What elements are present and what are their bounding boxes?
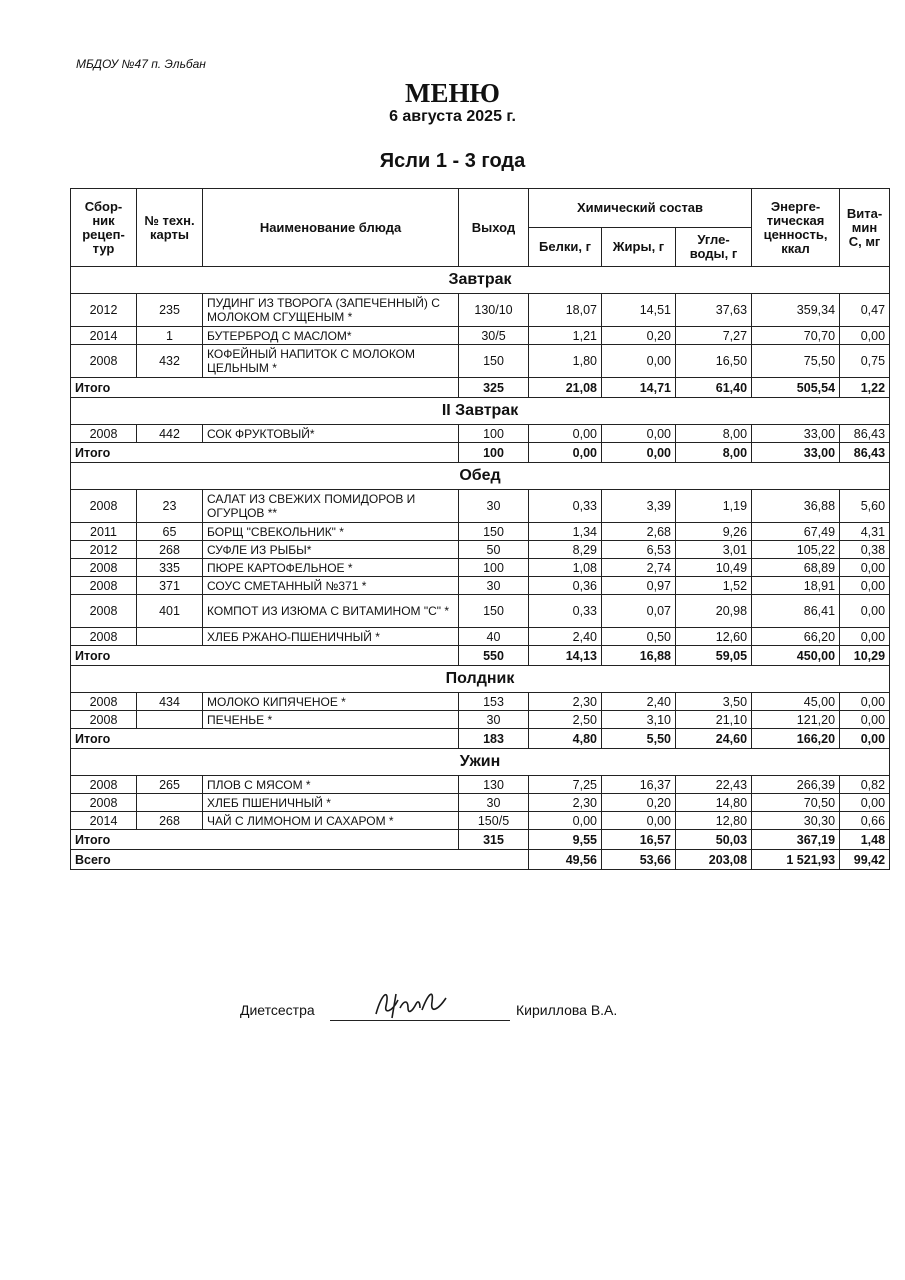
dish-name-cell: ПЕЧЕНЬЕ * (203, 711, 459, 729)
section-total-row (71, 646, 890, 666)
energy-cell: 36,88 (752, 490, 840, 523)
vitc-cell: 0,00 (840, 559, 890, 577)
total-vitc: 0,00 (840, 729, 890, 749)
yield-cell: 30 (459, 711, 529, 729)
fat-cell: 0,00 (602, 425, 676, 443)
vitc-cell: 5,60 (840, 490, 890, 523)
yield-cell: 30 (459, 577, 529, 595)
fat-cell: 0,00 (602, 345, 676, 378)
energy-cell: 33,00 (752, 425, 840, 443)
energy-cell: 18,91 (752, 577, 840, 595)
fat-cell: 3,10 (602, 711, 676, 729)
total-energy: 166,20 (752, 729, 840, 749)
carbs-cell: 16,50 (676, 345, 752, 378)
vitc-cell: 0,82 (840, 776, 890, 794)
section-heading-row (71, 463, 890, 490)
header-collection: Сбор-ник рецеп-тур (71, 189, 137, 267)
total-yield: 315 (459, 830, 529, 850)
total-fat: 16,88 (602, 646, 676, 666)
fat-cell: 0,50 (602, 628, 676, 646)
vitc-cell: 0,00 (840, 595, 890, 628)
card-cell (137, 794, 203, 812)
section-title: Ужин (71, 749, 890, 776)
protein-cell: 1,08 (529, 559, 602, 577)
protein-cell: 0,33 (529, 595, 602, 628)
dish-name-cell: СОК ФРУКТОВЫЙ* (203, 425, 459, 443)
energy-cell: 105,22 (752, 541, 840, 559)
energy-cell: 266,39 (752, 776, 840, 794)
yield-cell: 130 (459, 776, 529, 794)
signature-name: Кириллова В.А. (516, 1002, 618, 1018)
total-vitc: 10,29 (840, 646, 890, 666)
yield-cell: 150 (459, 523, 529, 541)
grand-total-vitc: 99,42 (840, 850, 890, 870)
dish-row (71, 711, 890, 729)
vitc-cell: 4,31 (840, 523, 890, 541)
total-carbs: 59,05 (676, 646, 752, 666)
fat-cell: 0,20 (602, 327, 676, 345)
card-cell: 434 (137, 693, 203, 711)
vitc-cell: 0,00 (840, 794, 890, 812)
dish-name-cell: МОЛОКО КИПЯЧЕНОЕ * (203, 693, 459, 711)
section-total-row (71, 830, 890, 850)
card-cell: 65 (137, 523, 203, 541)
carbs-cell: 3,01 (676, 541, 752, 559)
header-vitamin-c: Вита-мин С, мг (840, 189, 890, 267)
total-yield: 325 (459, 378, 529, 398)
handwritten-signature (372, 984, 450, 1024)
protein-cell: 1,34 (529, 523, 602, 541)
header-card: № техн. карты (137, 189, 203, 267)
section-title: Обед (71, 463, 890, 490)
fat-cell: 6,53 (602, 541, 676, 559)
dish-row (71, 345, 890, 378)
protein-cell: 2,30 (529, 794, 602, 812)
energy-cell: 45,00 (752, 693, 840, 711)
dish-row (71, 794, 890, 812)
header-energy: Энерге-тическая ценность, ккал (752, 189, 840, 267)
dish-name-cell: БУТЕРБРОД С МАСЛОМ* (203, 327, 459, 345)
protein-cell: 0,00 (529, 425, 602, 443)
collection-cell: 2008 (71, 425, 137, 443)
vitc-cell: 0,47 (840, 294, 890, 327)
card-cell: 335 (137, 559, 203, 577)
fat-cell: 0,20 (602, 794, 676, 812)
energy-cell: 67,49 (752, 523, 840, 541)
carbs-cell: 1,19 (676, 490, 752, 523)
energy-cell: 359,34 (752, 294, 840, 327)
carbs-cell: 7,27 (676, 327, 752, 345)
fat-cell: 16,37 (602, 776, 676, 794)
total-vitc: 86,43 (840, 443, 890, 463)
total-carbs: 8,00 (676, 443, 752, 463)
dish-row (71, 559, 890, 577)
protein-cell: 7,25 (529, 776, 602, 794)
carbs-cell: 9,26 (676, 523, 752, 541)
protein-cell: 0,00 (529, 812, 602, 830)
dish-name-cell: СОУС СМЕТАННЫЙ №371 * (203, 577, 459, 595)
total-label: Итого (71, 443, 459, 463)
protein-cell: 2,40 (529, 628, 602, 646)
carbs-cell: 14,80 (676, 794, 752, 812)
collection-cell: 2008 (71, 559, 137, 577)
card-cell: 442 (137, 425, 203, 443)
card-cell: 371 (137, 577, 203, 595)
fat-cell: 2,68 (602, 523, 676, 541)
age-group-heading: Ясли 1 - 3 года (379, 150, 526, 172)
total-energy: 505,54 (752, 378, 840, 398)
vitc-cell: 0,75 (840, 345, 890, 378)
header-chemical: Химический состав (529, 189, 752, 228)
carbs-cell: 12,80 (676, 812, 752, 830)
yield-cell: 100 (459, 425, 529, 443)
dish-name-cell: БОРЩ "СВЕКОЛЬНИК" * (203, 523, 459, 541)
total-carbs: 61,40 (676, 378, 752, 398)
dish-name-cell: КОФЕЙНЫЙ НАПИТОК С МОЛОКОМ ЦЕЛЬНЫМ * (203, 345, 459, 378)
total-vitc: 1,48 (840, 830, 890, 850)
vitc-cell: 0,00 (840, 628, 890, 646)
vitc-cell: 0,00 (840, 711, 890, 729)
total-label: Итого (71, 830, 459, 850)
total-protein: 14,13 (529, 646, 602, 666)
collection-cell: 2008 (71, 794, 137, 812)
collection-cell: 2008 (71, 628, 137, 646)
collection-cell: 2008 (71, 776, 137, 794)
carbs-cell: 37,63 (676, 294, 752, 327)
section-heading-row (71, 666, 890, 693)
dish-row (71, 490, 890, 523)
carbs-cell: 8,00 (676, 425, 752, 443)
card-cell: 432 (137, 345, 203, 378)
card-cell: 265 (137, 776, 203, 794)
total-yield: 550 (459, 646, 529, 666)
card-cell: 23 (137, 490, 203, 523)
dish-row (71, 577, 890, 595)
fat-cell: 14,51 (602, 294, 676, 327)
dish-row (71, 776, 890, 794)
dish-name-cell: СУФЛЕ ИЗ РЫБЫ* (203, 541, 459, 559)
carbs-cell: 3,50 (676, 693, 752, 711)
card-cell: 268 (137, 541, 203, 559)
grand-total-carbs: 203,08 (676, 850, 752, 870)
vitc-cell: 0,38 (840, 541, 890, 559)
collection-cell: 2011 (71, 523, 137, 541)
energy-cell: 30,30 (752, 812, 840, 830)
header-dish: Наименование блюда (203, 189, 459, 267)
total-label: Итого (71, 378, 459, 398)
total-protein: 4,80 (529, 729, 602, 749)
dish-name-cell: КОМПОТ ИЗ ИЗЮМА С ВИТАМИНОМ "С" * (203, 595, 459, 628)
carbs-cell: 20,98 (676, 595, 752, 628)
yield-cell: 30 (459, 490, 529, 523)
total-label: Итого (71, 729, 459, 749)
vitc-cell: 0,66 (840, 812, 890, 830)
section-title: Полдник (71, 666, 890, 693)
fat-cell: 0,07 (602, 595, 676, 628)
card-cell: 401 (137, 595, 203, 628)
total-energy: 33,00 (752, 443, 840, 463)
card-cell: 235 (137, 294, 203, 327)
grand-total-label: Всего (71, 850, 529, 870)
yield-cell: 153 (459, 693, 529, 711)
total-fat: 5,50 (602, 729, 676, 749)
dish-row (71, 628, 890, 646)
section-title: Завтрак (71, 267, 890, 294)
dish-name-cell: ПУДИНГ ИЗ ТВОРОГА (ЗАПЕЧЕННЫЙ) С МОЛОКОМ СГУЩЕНЫМ * (203, 294, 459, 327)
total-yield: 183 (459, 729, 529, 749)
energy-cell: 70,70 (752, 327, 840, 345)
section-total-row (71, 378, 890, 398)
organization-name: МБДОУ №47 п. Эльбан (76, 57, 206, 71)
yield-cell: 30/5 (459, 327, 529, 345)
section-heading-row (71, 749, 890, 776)
total-energy: 367,19 (752, 830, 840, 850)
total-yield: 100 (459, 443, 529, 463)
total-fat: 14,71 (602, 378, 676, 398)
protein-cell: 0,33 (529, 490, 602, 523)
grand-total-fat: 53,66 (602, 850, 676, 870)
collection-cell: 2012 (71, 294, 137, 327)
vitc-cell: 86,43 (840, 425, 890, 443)
dish-name-cell: ПЛОВ С МЯСОМ * (203, 776, 459, 794)
total-protein: 21,08 (529, 378, 602, 398)
header-carbs: Угле-воды, г (676, 228, 752, 267)
section-total-row (71, 443, 890, 463)
dish-name-cell: ПЮРЕ КАРТОФЕЛЬНОЕ * (203, 559, 459, 577)
protein-cell: 2,50 (529, 711, 602, 729)
vitc-cell: 0,00 (840, 327, 890, 345)
yield-cell: 40 (459, 628, 529, 646)
yield-cell: 50 (459, 541, 529, 559)
total-carbs: 50,03 (676, 830, 752, 850)
fat-cell: 3,39 (602, 490, 676, 523)
grand-total-energy: 1 521,93 (752, 850, 840, 870)
yield-cell: 30 (459, 794, 529, 812)
energy-cell: 68,89 (752, 559, 840, 577)
section-heading-row (71, 267, 890, 294)
collection-cell: 2008 (71, 577, 137, 595)
protein-cell: 18,07 (529, 294, 602, 327)
dish-name-cell: ЧАЙ С ЛИМОНОМ И САХАРОМ * (203, 812, 459, 830)
dish-row (71, 541, 890, 559)
carbs-cell: 1,52 (676, 577, 752, 595)
header-protein: Белки, г (529, 228, 602, 267)
yield-cell: 150/5 (459, 812, 529, 830)
dish-name-cell: ХЛЕБ ПШЕНИЧНЫЙ * (203, 794, 459, 812)
protein-cell: 1,80 (529, 345, 602, 378)
total-vitc: 1,22 (840, 378, 890, 398)
collection-cell: 2014 (71, 812, 137, 830)
dish-name-cell: ХЛЕБ РЖАНО-ПШЕНИЧНЫЙ * (203, 628, 459, 646)
yield-cell: 150 (459, 345, 529, 378)
collection-cell: 2008 (71, 711, 137, 729)
collection-cell: 2012 (71, 541, 137, 559)
carbs-cell: 10,49 (676, 559, 752, 577)
total-protein: 0,00 (529, 443, 602, 463)
vitc-cell: 0,00 (840, 577, 890, 595)
vitc-cell: 0,00 (840, 693, 890, 711)
menu-date: 6 августа 2025 г. (389, 108, 516, 125)
collection-cell: 2008 (71, 693, 137, 711)
dish-row (71, 294, 890, 327)
total-energy: 450,00 (752, 646, 840, 666)
collection-cell: 2008 (71, 345, 137, 378)
energy-cell: 75,50 (752, 345, 840, 378)
grand-total-protein: 49,56 (529, 850, 602, 870)
dish-row (71, 693, 890, 711)
card-cell: 268 (137, 812, 203, 830)
fat-cell: 2,74 (602, 559, 676, 577)
dish-row (71, 425, 890, 443)
energy-cell: 66,20 (752, 628, 840, 646)
total-fat: 16,57 (602, 830, 676, 850)
yield-cell: 100 (459, 559, 529, 577)
energy-cell: 70,50 (752, 794, 840, 812)
dish-row (71, 327, 890, 345)
dish-row (71, 595, 890, 628)
dish-name-cell: САЛАТ ИЗ СВЕЖИХ ПОМИДОРОВ И ОГУРЦОВ ** (203, 490, 459, 523)
section-heading-row (71, 398, 890, 425)
total-label: Итого (71, 646, 459, 666)
total-fat: 0,00 (602, 443, 676, 463)
section-total-row (71, 729, 890, 749)
card-cell: 1 (137, 327, 203, 345)
collection-cell: 2008 (71, 490, 137, 523)
fat-cell: 2,40 (602, 693, 676, 711)
header-fat: Жиры, г (602, 228, 676, 267)
yield-cell: 150 (459, 595, 529, 628)
fat-cell: 0,97 (602, 577, 676, 595)
energy-cell: 86,41 (752, 595, 840, 628)
menu-body (71, 267, 890, 870)
dish-row (71, 812, 890, 830)
card-cell (137, 628, 203, 646)
section-title: II Завтрак (71, 398, 890, 425)
card-cell (137, 711, 203, 729)
header-yield: Выход (459, 189, 529, 267)
signature-role: Диетсестра (240, 1002, 315, 1018)
protein-cell: 0,36 (529, 577, 602, 595)
menu-table (70, 188, 890, 870)
protein-cell: 2,30 (529, 693, 602, 711)
collection-cell: 2014 (71, 327, 137, 345)
yield-cell: 130/10 (459, 294, 529, 327)
fat-cell: 0,00 (602, 812, 676, 830)
protein-cell: 8,29 (529, 541, 602, 559)
carbs-cell: 22,43 (676, 776, 752, 794)
collection-cell: 2008 (71, 595, 137, 628)
energy-cell: 121,20 (752, 711, 840, 729)
carbs-cell: 12,60 (676, 628, 752, 646)
dish-row (71, 523, 890, 541)
total-protein: 9,55 (529, 830, 602, 850)
grand-total-row (71, 850, 890, 870)
page-title: МЕНЮ (405, 78, 500, 108)
carbs-cell: 21,10 (676, 711, 752, 729)
protein-cell: 1,21 (529, 327, 602, 345)
total-carbs: 24,60 (676, 729, 752, 749)
